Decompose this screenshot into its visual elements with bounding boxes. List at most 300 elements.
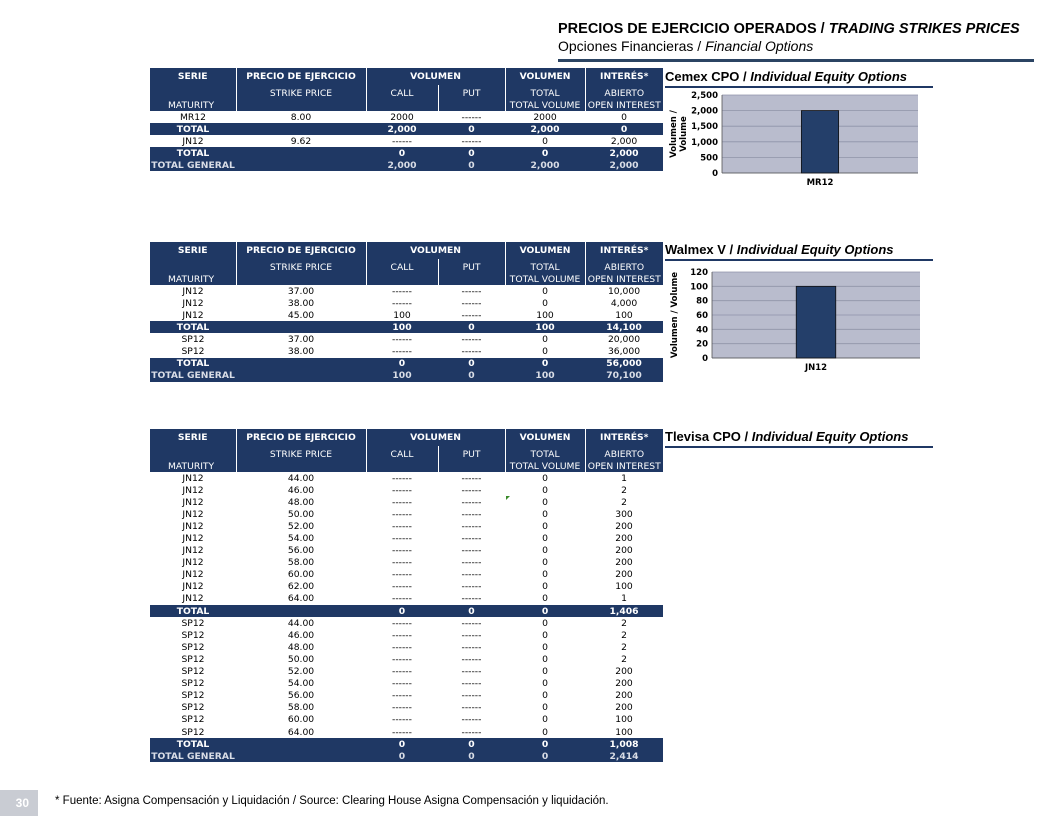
cell-strike xyxy=(236,370,366,382)
col-header-serie: SERIE xyxy=(150,68,236,85)
col-header-volumen-total: VOLUMEN xyxy=(505,68,585,85)
chart-title-issuer: Walmex V / xyxy=(665,242,737,257)
col-header-interes: INTERÉS* xyxy=(585,68,663,85)
cell-strike: 38.00 xyxy=(287,346,315,358)
source-footnote: * Fuente: Asigna Compensación y Liquidación / Source: Clearing House Asigna Compensación y liquidación. xyxy=(55,795,609,807)
cell-strike xyxy=(236,321,366,333)
cell-open-interest: 2,000 xyxy=(585,147,663,159)
table-row xyxy=(150,496,663,508)
col-header-serie: SERIE xyxy=(150,242,236,259)
cell-put: ------ xyxy=(461,508,482,520)
col-header-volumen-total: VOLUMEN xyxy=(505,242,585,259)
col-header-open-interest: OPEN INTEREST xyxy=(585,101,663,111)
cell-open-interest: 200 xyxy=(615,690,633,702)
options-table-block xyxy=(150,68,663,171)
cell-total-volume: 0 xyxy=(542,520,548,532)
cell-total-volume: 100 xyxy=(505,321,585,333)
cell-open-interest: 70,100 xyxy=(585,370,663,382)
cell-put: 0 xyxy=(438,605,505,617)
cell-serie: JN12 xyxy=(182,496,204,508)
cell-serie: SP12 xyxy=(181,678,205,690)
cell-put: 0 xyxy=(438,321,505,333)
cell-call: ------ xyxy=(392,472,412,484)
col-header-empty xyxy=(438,275,505,285)
col-header-empty xyxy=(236,462,366,472)
cell-call: ------ xyxy=(392,545,412,557)
cell-strike: 46.00 xyxy=(287,629,315,641)
cell-call: ------ xyxy=(392,726,412,738)
col-header-call: CALL xyxy=(366,259,438,275)
cell-put: ------ xyxy=(461,472,482,484)
cell-put: ------ xyxy=(461,702,482,714)
subtitle-es: Opciones Financieras xyxy=(558,38,694,54)
header-row xyxy=(150,462,663,472)
cell-serie: TOTAL xyxy=(150,605,236,617)
cell-put: ------ xyxy=(461,581,482,593)
cell-serie: JN12 xyxy=(182,472,204,484)
cell-total-volume: 0 xyxy=(542,641,548,653)
cell-call: ------ xyxy=(392,653,412,665)
table-row xyxy=(150,557,663,569)
col-header-strike: STRIKE PRICE xyxy=(236,446,366,462)
cell-put: ------ xyxy=(461,653,482,665)
cell-open-interest: 200 xyxy=(615,569,633,581)
cell-serie: JN12 xyxy=(182,297,204,309)
cell-total-volume: 0 xyxy=(542,472,548,484)
table-row xyxy=(150,593,663,605)
bar xyxy=(796,286,836,358)
cell-total-volume: 0 xyxy=(505,147,585,159)
cell-strike: 62.00 xyxy=(287,581,315,593)
y-tick-label: 60 xyxy=(696,311,708,321)
chart-title-cemex xyxy=(665,69,933,88)
cell-strike: 46.00 xyxy=(287,484,315,496)
cell-put: ------ xyxy=(461,629,482,641)
y-axis-label: Volumen / xyxy=(669,110,679,158)
cell-call: ------ xyxy=(392,508,412,520)
cell-total-volume: 100 xyxy=(536,309,554,321)
table-row xyxy=(150,520,663,532)
cell-strike: 52.00 xyxy=(287,520,315,532)
cell-open-interest: 300 xyxy=(615,508,633,520)
y-tick-label: 40 xyxy=(696,325,708,336)
cell-put: 0 xyxy=(438,147,505,159)
col-header-empty xyxy=(366,275,438,285)
cell-strike: 37.00 xyxy=(287,333,315,345)
cell-put: 0 xyxy=(438,159,505,171)
col-header-strike: STRIKE PRICE xyxy=(236,85,366,101)
col-header-volumen: VOLUMEN xyxy=(366,68,505,85)
cell-strike: 54.00 xyxy=(287,678,315,690)
cell-total-volume: 0 xyxy=(542,545,548,557)
col-header-empty xyxy=(150,446,236,462)
y-tick-label: 80 xyxy=(696,296,708,307)
cell-total-volume: 0 xyxy=(542,135,548,147)
header-rule xyxy=(558,59,1034,62)
cell-strike: 9.62 xyxy=(290,135,312,147)
cell-call: 100 xyxy=(366,370,438,382)
cell-total-volume: 0 xyxy=(505,605,585,617)
cell-strike: 50.00 xyxy=(287,653,315,665)
chart-title-televisa xyxy=(665,429,933,448)
cell-open-interest: 100 xyxy=(615,581,633,593)
col-header-empty xyxy=(150,259,236,275)
cell-put: ------ xyxy=(461,346,482,358)
col-header-open-interest: OPEN INTEREST xyxy=(585,275,663,285)
cell-put: ------ xyxy=(461,714,482,726)
table-row xyxy=(150,690,663,702)
cell-call: ------ xyxy=(392,135,412,147)
cell-serie: SP12 xyxy=(181,653,205,665)
cell-put: ------ xyxy=(461,557,482,569)
cell-call: ------ xyxy=(392,496,412,508)
cell-open-interest: 2 xyxy=(621,629,627,641)
cell-put: ------ xyxy=(461,569,482,581)
cell-strike: 58.00 xyxy=(287,557,315,569)
cell-put: 0 xyxy=(438,358,505,370)
cell-open-interest: 14,100 xyxy=(585,321,663,333)
col-header-open-interest: OPEN INTEREST xyxy=(585,462,663,472)
cell-call: 2,000 xyxy=(366,159,438,171)
cell-strike: 52.00 xyxy=(287,666,315,678)
col-header-empty xyxy=(236,101,366,111)
cell-call: ------ xyxy=(392,285,412,297)
col-header-total-volume: TOTAL VOLUME xyxy=(505,462,585,472)
cell-call: ------ xyxy=(392,641,412,653)
cell-total-volume: 0 xyxy=(542,617,548,629)
cell-total-volume: 0 xyxy=(542,593,548,605)
cell-serie: JN12 xyxy=(182,508,204,520)
table-row xyxy=(150,508,663,520)
page-title xyxy=(558,21,1033,37)
col-header-precio: PRECIO DE EJERCICIO xyxy=(236,429,366,446)
cell-open-interest: 0 xyxy=(585,123,663,135)
y-tick-label: 0 xyxy=(702,354,708,364)
cell-total-volume: 0 xyxy=(542,678,548,690)
cell-serie: JN12 xyxy=(182,309,204,321)
cell-call: ------ xyxy=(392,346,412,358)
cell-serie: JN12 xyxy=(182,557,204,569)
y-tick-label: 100 xyxy=(690,282,708,293)
cell-open-interest: 2,000 xyxy=(585,159,663,171)
cell-open-interest: 1,406 xyxy=(585,605,663,617)
cell-total-volume: 0 xyxy=(542,702,548,714)
cell-call: ------ xyxy=(392,520,412,532)
table-row xyxy=(150,472,663,484)
cell-serie: TOTAL GENERAL xyxy=(151,159,235,171)
col-header-empty xyxy=(366,462,438,472)
cell-put: 0 xyxy=(438,370,505,382)
cell-strike: 56.00 xyxy=(287,545,315,557)
cell-total-volume: 0 xyxy=(542,533,548,545)
cell-serie: MR12 xyxy=(179,111,206,123)
cell-serie: TOTAL GENERAL xyxy=(151,370,235,382)
col-header-volumen: VOLUMEN xyxy=(366,429,505,446)
cell-strike: 37.00 xyxy=(287,285,315,297)
table-row xyxy=(150,345,663,357)
chart-title-type: Individual Equity Options xyxy=(750,69,907,84)
x-tick-label: JN12 xyxy=(804,363,828,373)
cell-call: 2000 xyxy=(390,111,414,123)
cell-serie: TOTAL xyxy=(150,738,236,750)
cell-total-volume: 0 xyxy=(542,496,548,508)
cell-open-interest: 1 xyxy=(621,593,627,605)
bar xyxy=(801,111,838,173)
cell-open-interest: 36,000 xyxy=(607,346,641,358)
cell-put: ------ xyxy=(461,520,482,532)
cell-serie: SP12 xyxy=(181,641,205,653)
cell-put: ------ xyxy=(461,496,482,508)
y-tick-label: 2,500 xyxy=(691,91,718,101)
cell-open-interest: 0 xyxy=(621,111,627,123)
cell-strike: 44.00 xyxy=(287,472,315,484)
col-header-empty xyxy=(236,275,366,285)
cell-put: ------ xyxy=(461,111,482,123)
header-row xyxy=(150,85,663,101)
cell-put: 0 xyxy=(438,750,505,762)
cell-strike: 44.00 xyxy=(287,617,315,629)
cell-serie: SP12 xyxy=(181,690,205,702)
cell-serie: TOTAL GENERAL xyxy=(151,750,235,762)
cell-open-interest: 56,000 xyxy=(585,358,663,370)
cell-put: ------ xyxy=(461,617,482,629)
table-row xyxy=(150,641,663,653)
col-header-total-volume: TOTAL VOLUME xyxy=(505,275,585,285)
total-row xyxy=(150,358,663,370)
cell-put: ------ xyxy=(461,309,482,321)
y-tick-label: 120 xyxy=(690,268,708,278)
cell-open-interest: 200 xyxy=(615,545,633,557)
options-table-block xyxy=(150,429,663,762)
cell-call: 2,000 xyxy=(366,123,438,135)
col-header-total: TOTAL xyxy=(505,446,585,462)
y-tick-label: 500 xyxy=(700,153,718,164)
cell-serie: JN12 xyxy=(182,533,204,545)
cell-open-interest: 200 xyxy=(615,702,633,714)
cell-total-volume: 0 xyxy=(542,569,548,581)
cell-total-volume: 0 xyxy=(542,285,548,297)
cell-serie: TOTAL xyxy=(150,321,236,333)
col-header-empty xyxy=(438,101,505,111)
cell-open-interest: 1 xyxy=(621,472,627,484)
col-header-serie: SERIE xyxy=(150,429,236,446)
cell-open-interest: 10,000 xyxy=(607,285,641,297)
cell-call: 0 xyxy=(366,750,438,762)
col-header-empty xyxy=(438,462,505,472)
table-row xyxy=(150,532,663,544)
cell-open-interest: 4,000 xyxy=(610,297,638,309)
subtitle-en: Financial Options xyxy=(705,38,814,54)
page-subtitle xyxy=(558,38,1033,54)
cell-open-interest: 2,414 xyxy=(585,750,663,762)
col-header-volumen-total: VOLUMEN xyxy=(505,429,585,446)
table-row xyxy=(150,111,663,123)
cell-strike: 8.00 xyxy=(290,111,312,123)
cell-put: ------ xyxy=(461,135,482,147)
cell-serie: JN12 xyxy=(182,581,204,593)
y-tick-label: 0 xyxy=(712,169,718,179)
table-row xyxy=(150,726,663,738)
cell-open-interest: 200 xyxy=(615,557,633,569)
cell-strike xyxy=(236,605,366,617)
cell-call: ------ xyxy=(392,593,412,605)
cell-call: 100 xyxy=(393,309,411,321)
options-table-block xyxy=(150,242,663,382)
cell-serie: SP12 xyxy=(181,346,205,358)
cell-open-interest: 2 xyxy=(621,653,627,665)
cell-strike xyxy=(236,123,366,135)
col-header-maturity: MATURITY xyxy=(150,275,236,285)
grand-total-row xyxy=(150,750,663,762)
col-header-call: CALL xyxy=(366,85,438,101)
cell-total-volume: 100 xyxy=(505,370,585,382)
cell-call: 0 xyxy=(366,147,438,159)
table-row xyxy=(150,484,663,496)
col-header-abierto: ABIERTO xyxy=(585,85,663,101)
y-tick-label: 2,000 xyxy=(691,106,718,117)
cell-call: ------ xyxy=(392,714,412,726)
cell-total-volume: 0 xyxy=(542,714,548,726)
col-header-abierto: ABIERTO xyxy=(585,446,663,462)
cell-call: ------ xyxy=(392,557,412,569)
cell-total-volume: 2,000 xyxy=(505,159,585,171)
cell-open-interest: 100 xyxy=(615,309,633,321)
col-header-maturity: MATURITY xyxy=(150,462,236,472)
col-header-call: CALL xyxy=(366,446,438,462)
options-table xyxy=(150,68,663,171)
cell-total-volume: 0 xyxy=(542,653,548,665)
cell-open-interest: 200 xyxy=(615,666,633,678)
table-row xyxy=(150,297,663,309)
chart-title-type: Individual Equity Options xyxy=(751,429,909,444)
cell-total-volume: 0 xyxy=(542,346,548,358)
grand-total-row xyxy=(150,159,663,171)
header-row xyxy=(150,275,663,285)
col-header-put: PUT xyxy=(438,259,505,275)
cell-put: ------ xyxy=(461,666,482,678)
table-row xyxy=(150,678,663,690)
cell-serie: SP12 xyxy=(181,726,205,738)
col-header-precio: PRECIO DE EJERCICIO xyxy=(236,68,366,85)
cell-serie: SP12 xyxy=(181,702,205,714)
cell-strike: 60.00 xyxy=(287,569,315,581)
cell-put: ------ xyxy=(461,726,482,738)
y-tick-label: 1,000 xyxy=(691,137,718,148)
chart-svg xyxy=(666,266,928,374)
cell-strike xyxy=(236,750,366,762)
cell-serie: JN12 xyxy=(182,545,204,557)
cell-strike: 48.00 xyxy=(287,641,315,653)
cell-total-volume: 0 xyxy=(542,629,548,641)
chart-title-issuer: Cemex CPO / xyxy=(665,69,751,84)
cell-total-volume: 0 xyxy=(542,666,548,678)
cell-put: ------ xyxy=(461,545,482,557)
volume-chart-cemex xyxy=(666,89,928,197)
header-row xyxy=(150,101,663,111)
cell-strike xyxy=(236,738,366,750)
cell-marker xyxy=(506,496,510,500)
cell-serie: TOTAL xyxy=(150,147,236,159)
table-row xyxy=(150,702,663,714)
table-row xyxy=(150,581,663,593)
col-header-put: PUT xyxy=(438,446,505,462)
y-axis-label: Volumen / Volume xyxy=(670,271,680,359)
col-header-total: TOTAL xyxy=(505,85,585,101)
cell-call: ------ xyxy=(392,484,412,496)
cell-put: ------ xyxy=(461,690,482,702)
chart-title-walmex xyxy=(665,242,933,261)
cell-strike xyxy=(236,358,366,370)
page-number: 30 xyxy=(0,790,38,816)
cell-open-interest: 20,000 xyxy=(607,333,641,345)
cell-put: ------ xyxy=(461,678,482,690)
cell-serie: TOTAL xyxy=(150,123,236,135)
cell-total-volume: 2,000 xyxy=(505,123,585,135)
cell-open-interest: 2 xyxy=(621,484,627,496)
grand-total-row xyxy=(150,370,663,382)
cell-call: ------ xyxy=(392,297,412,309)
cell-strike: 38.00 xyxy=(287,297,315,309)
table-row xyxy=(150,629,663,641)
col-header-volumen: VOLUMEN xyxy=(366,242,505,259)
table-row xyxy=(150,714,663,726)
table-row xyxy=(150,653,663,665)
col-header-maturity: MATURITY xyxy=(150,101,236,111)
cell-total-volume: 2000 xyxy=(533,111,557,123)
cell-open-interest: 2 xyxy=(621,496,627,508)
cell-total-volume: 0 xyxy=(505,358,585,370)
col-header-total: TOTAL xyxy=(505,259,585,275)
cell-strike: 45.00 xyxy=(287,309,315,321)
cell-total-volume: 0 xyxy=(542,726,548,738)
cell-serie: SP12 xyxy=(181,629,205,641)
total-row xyxy=(150,321,663,333)
cell-open-interest: 2 xyxy=(621,617,627,629)
cell-strike: 48.00 xyxy=(287,496,315,508)
total-row xyxy=(150,123,663,135)
y-tick-label: 1,500 xyxy=(691,122,718,133)
total-row xyxy=(150,605,663,617)
cell-strike: 58.00 xyxy=(287,702,315,714)
cell-put: ------ xyxy=(461,484,482,496)
cell-strike: 50.00 xyxy=(287,508,315,520)
col-header-put: PUT xyxy=(438,85,505,101)
cell-serie: SP12 xyxy=(181,666,205,678)
cell-call: ------ xyxy=(392,666,412,678)
cell-serie: SP12 xyxy=(181,714,205,726)
col-header-total-volume: TOTAL VOLUME xyxy=(505,101,585,111)
chart-title-issuer: Tlevisa CPO / xyxy=(665,429,752,444)
cell-strike: 64.00 xyxy=(287,726,315,738)
page-header xyxy=(558,21,1033,54)
cell-total-volume: 0 xyxy=(505,738,585,750)
cell-put: ------ xyxy=(461,533,482,545)
options-table xyxy=(150,242,663,382)
cell-serie: JN12 xyxy=(182,569,204,581)
cell-total-volume: 0 xyxy=(542,297,548,309)
table-row xyxy=(150,285,663,297)
cell-serie: JN12 xyxy=(182,135,204,147)
cell-open-interest: 200 xyxy=(615,520,633,532)
cell-put: ------ xyxy=(461,641,482,653)
options-table xyxy=(150,429,663,762)
total-row xyxy=(150,147,663,159)
cell-call: 0 xyxy=(366,358,438,370)
chart-title-type: Individual Equity Options xyxy=(736,242,894,257)
subtitle-separator: / xyxy=(693,38,706,54)
cell-put: ------ xyxy=(461,593,482,605)
cell-call: ------ xyxy=(392,617,412,629)
